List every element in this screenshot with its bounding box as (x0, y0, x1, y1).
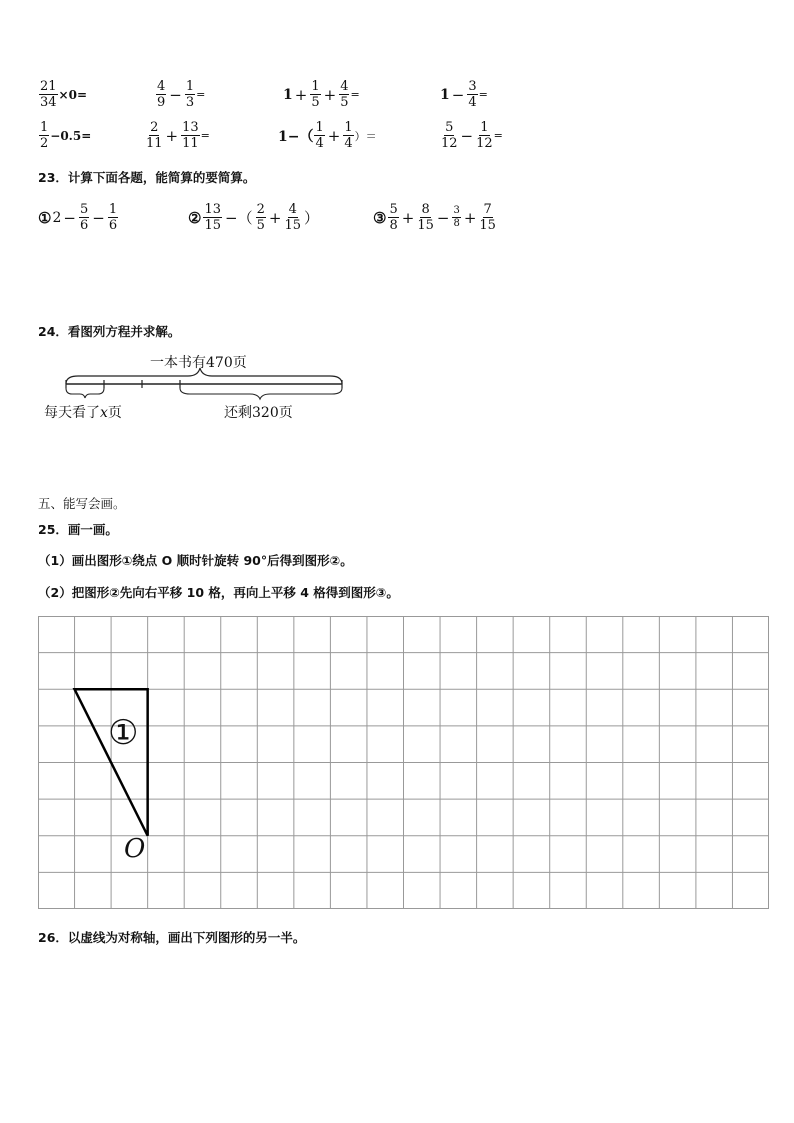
daily-read-label: 每天看了x页 (44, 405, 122, 421)
calc-r2-e1: $\frac{1}{2}$ −0.5= (40, 120, 92, 151)
q23-title: 23．计算下面各题，能简算的要简算。 (38, 170, 256, 185)
calc-r2-e3: 1−（ $\frac{1}{4}$ + $\frac{1}{4}$ ）＝ (278, 120, 377, 151)
grid-svg (38, 616, 769, 909)
calc-r2-e2: $\frac{2}{11}$ + $\frac{13}{11}$ = (146, 120, 210, 151)
book-diagram (38, 352, 358, 424)
drawing-grid[interactable] (38, 616, 769, 909)
q23-problem-3: ③ $\frac{5}{8}$ + $\frac{8}{15}$ − $\frac{3}{8}$ + $\frac{7}{15}$ (373, 202, 496, 233)
remaining-label: 还剩320页 (224, 405, 293, 421)
figure-1-label: ① (108, 713, 139, 753)
right-brace (180, 388, 342, 399)
q25-instruction-2: （2）把图形②先向右平移 10 格，再向上平移 4 格得到图形③。 (38, 585, 399, 600)
calc-r1-e4: 1 − $\frac{3}{4}$ = (440, 79, 488, 110)
q23-problem-2: ② $\frac{13}{15}$ −（ $\frac{2}{5}$ + $\frac{4}{15}$ ） (188, 202, 319, 233)
fraction: $\frac{21}{34}$ (40, 79, 57, 110)
calc-r1-e2: $\frac{4}{9}$ − $\frac{1}{3}$ = (157, 79, 206, 110)
calc-r1-e3: 1 + $\frac{1}{5}$ + $\frac{4}{5}$ = (283, 79, 360, 110)
x-variable: x (100, 405, 108, 421)
q24-title: 24．看图列方程并求解。 (38, 324, 181, 339)
point-o-label: O (124, 834, 146, 864)
q23-problem-1: ① 2 − $\frac{5}{6}$ − $\frac{1}{6}$ (38, 202, 118, 233)
total-pages-label: 一本书有470页 (150, 355, 247, 371)
left-brace (66, 388, 104, 398)
section-5-title: 五、能写会画。 (38, 496, 126, 511)
q25-title: 25．画一画。 (38, 522, 118, 537)
calc-r1-e1: $\frac{21}{34}$ ×0= (40, 79, 88, 110)
calc-r2-e4: $\frac{5}{12}$ − $\frac{1}{12}$ = (441, 120, 503, 151)
q26-title: 26．以虚线为对称轴，画出下列图形的另一半。 (38, 930, 306, 945)
q25-instruction-1: （1）画出图形①绕点 O 顺时针旋转 90°后得到图形②。 (38, 553, 353, 568)
